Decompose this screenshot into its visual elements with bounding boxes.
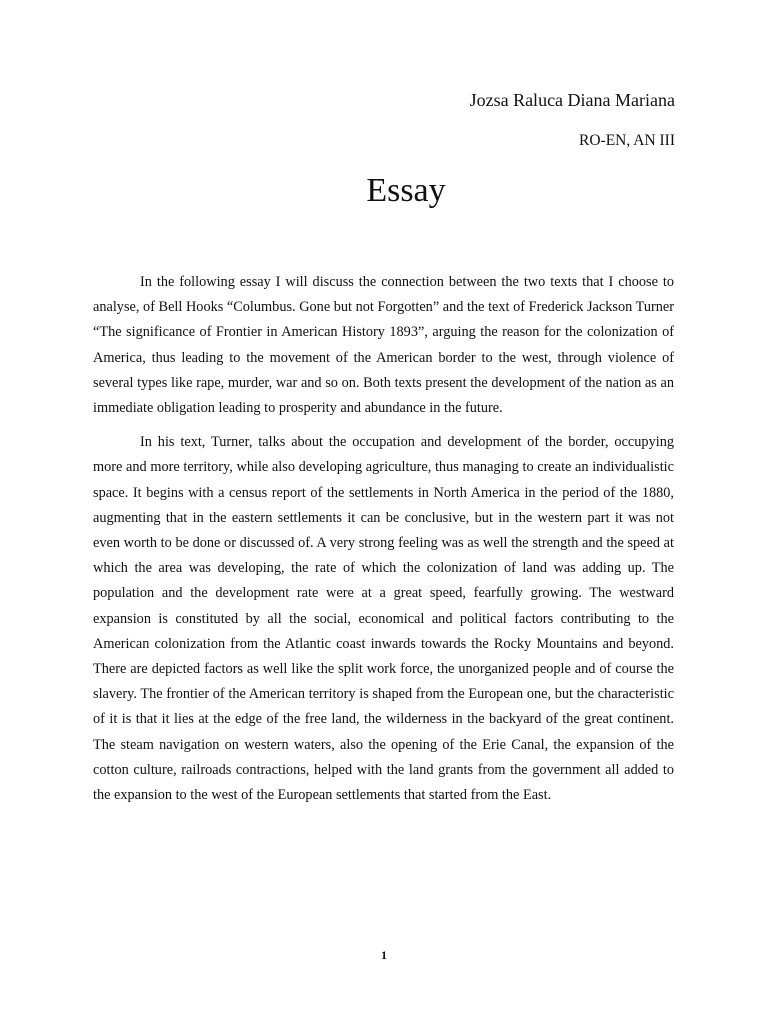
essay-body (93, 270, 674, 817)
paragraph-1: In the following essay I will discuss the connection between the two texts that I choose to analyse, of Bell Hooks “Columbus. Gone but not Forgotten” and the text of Frederick Jackson Turner “The significance of Frontier in American History 1893”, arguing the reason for the colonization of America, thus leading to the movement of the American border to the west, through violence of several types like rape, murder, war and so on. Both texts present the development of the nation as an immediate obligation leading to prosperity and abundance in the future. (93, 274, 674, 417)
paragraph-2: In his text, Turner, talks about the occupation and development of the border, occupying more and more territory, while also developing agriculture, thus managing to create an individualistic space. It begins with a census report of the settlements in North America in the period of the 1880, augmenting that in the eastern settlements it can be conclusive, but in the western part it was not even worth to be done or discussed of. A very strong feeling was as well the strength and the speed at which the area was developing, the rate of which the colonization of land was adding up. The population and the development rate were at a great speed, fearfully growing. The westward expansion is constituted by all the social, economical and political factors contributing to the American colonization from the Atlantic coast inwards towards the Rocky Mountains and beyond. There are depicted factors as well like the split work force, the unorganized people and of course the slavery. The frontier of the American territory is shaped from the European one, but the characteristic of it is that it lies at the edge of the free land, the wilderness in the backyard of the great continent. The steam navigation on western waters, also the opening of the Erie Canal, the expansion of the cotton culture, railroads contractions, helped with the land grants from the government all added to the expansion to the west of the European settlements that started from the East. (93, 434, 674, 804)
author-name: Jozsa Raluca Diana Mariana (469, 90, 675, 110)
page-number: 1 (381, 948, 387, 962)
student-group: RO-EN, AN III (579, 132, 675, 149)
document-title: Essay (366, 172, 446, 209)
